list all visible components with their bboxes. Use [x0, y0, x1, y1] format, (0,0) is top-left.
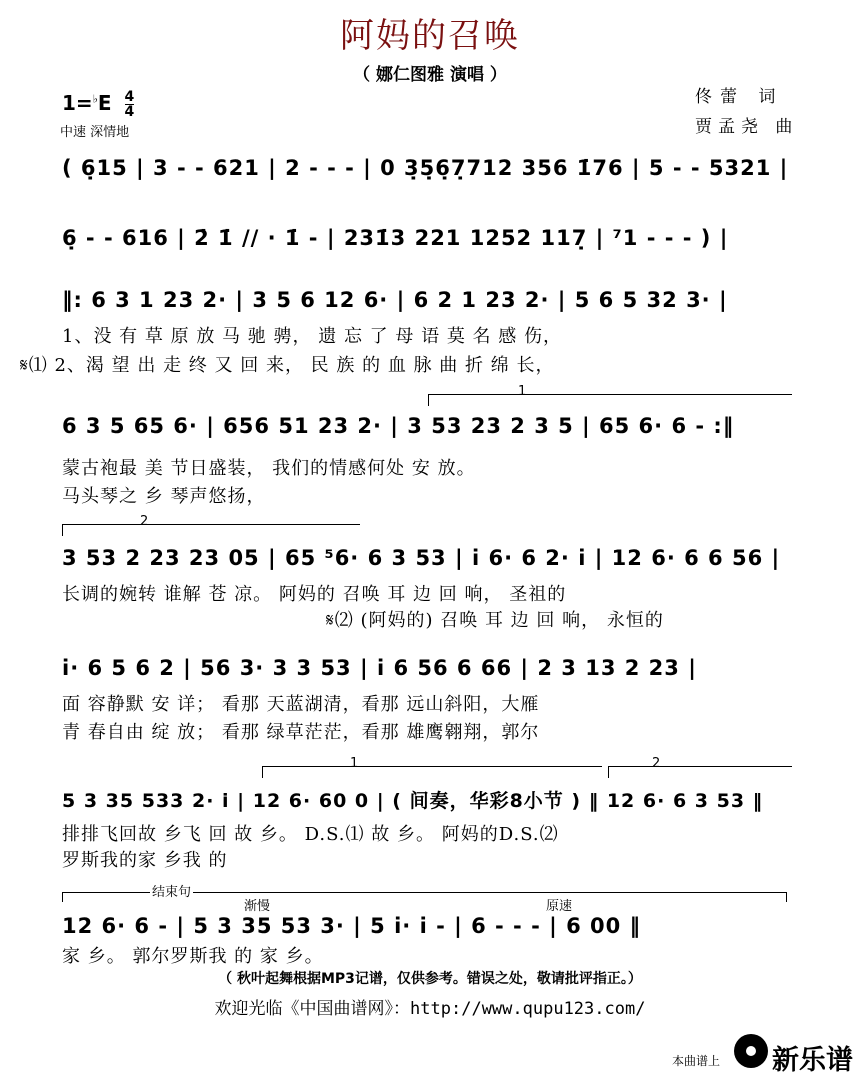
tempo-marking: 中速 深情地	[60, 125, 130, 140]
brand-caption: 本曲谱上	[672, 1054, 721, 1068]
time-bottom: 4	[124, 104, 135, 120]
volta-1b-tick	[262, 766, 263, 778]
volta-2-label: 2	[140, 514, 149, 529]
staff-line-5: 3 53 2 23 23 05 | 65 ⁵6· 6 3 53 | i 6· 6 2· i | 12 6· 6 6 56 |	[62, 546, 781, 570]
lyrics-3-verse-1: 1、没 有 草 原 放 马 驰 骋， 遗 忘 了 母 语 莫 名 感 伤，	[62, 326, 562, 347]
lyrics-7-verse-1: 排排飞回故 乡飞 回 故 乡。 D.S.⑴ 故 乡。 阿妈的D.S.⑵	[62, 824, 559, 845]
volta-2-tick	[62, 524, 63, 536]
lyrics-4-verse-1: 蒙古袍最 美 节日盛装， 我们的情感何处 安 放。	[62, 458, 476, 479]
ending-tick-right	[786, 892, 787, 902]
composer-credit: 贾孟尧 曲	[695, 117, 799, 137]
volta-1b-label: 1	[350, 756, 359, 771]
staff-line-4: 6 3 5 65 6· | 656 51 23 2· | 3 53 23 2 3 5 | 65 6· 6 - :‖	[62, 414, 735, 438]
lyrics-5-verse-2: 𝄋⑵ (阿妈的) 召唤 耳 边 回 响， 永恒的	[326, 610, 664, 631]
lyrics-7-verse-2: 罗斯我的家 乡我 的	[62, 850, 228, 871]
key-note: E	[97, 91, 112, 115]
song-title: 阿妈的召唤	[340, 16, 520, 56]
brand-name: 新乐谱	[772, 1045, 853, 1076]
singer-credit: （ 娜仁图雅 演唱 ）	[353, 65, 507, 85]
ending-label: 结束句	[150, 881, 193, 900]
key-signature	[62, 90, 134, 119]
lyrics-5-verse-1: 长调的婉转 谁解 苍 凉。 阿妈的 召唤 耳 边 回 响， 圣祖的	[62, 584, 567, 605]
volta-1b-bracket	[262, 766, 602, 767]
staff-line-3: ‖: 6 3 1 23 2· | 3 5 6 12 6· | 6 2 1 23 2· | 5 6 5 32 3· |	[62, 288, 728, 312]
volta-2b-tick	[608, 766, 609, 778]
ending-tick-left	[62, 892, 63, 902]
lyrics-6-verse-2: 青 春自由 绽 放； 看那 绿草茫茫，看那 雄鹰翱翔，郭尔	[62, 722, 540, 743]
record-logo-icon	[734, 1034, 768, 1068]
lyrics-4-verse-2: 马头琴之 乡 琴声悠扬，	[62, 486, 266, 507]
volta-1-label: 1	[518, 384, 527, 399]
volta-2b-label: 2	[652, 756, 661, 771]
staff-line-7: 5 3 35 533 2· i | 12 6· 60 0 | ( 间奏，华彩8小节 ) ‖ 12 6· 6 3 53 ‖	[62, 790, 764, 812]
lyricist-credit: 佟蕾 词	[695, 87, 784, 107]
welcome-line: 欢迎光临《中国曲谱网》：http://www.qupu123.com/	[214, 999, 646, 1019]
transcription-note: （ 秋叶起舞根据MP3记谱，仅供参考。错误之处，敬请批评指正。）	[218, 971, 642, 987]
time-signature	[125, 90, 135, 119]
staff-line-6: i· 6 5 6 2 | 56 3· 3 3 53 | i 6 56 6 66 | 2 3 13 2 23 |	[62, 656, 697, 680]
key-label: 1=	[62, 91, 93, 115]
lyrics-8: 家 乡。 郭尔罗斯我 的 家 乡。	[62, 946, 324, 967]
volta-2b-bracket	[608, 766, 792, 767]
staff-line-2: 6̣ - - 616 | 2̇ 1̇ // · 1̇ - | 231̇3 221 1252 117̣ | ⁷1 - - - ) |	[62, 226, 729, 250]
flat-symbol: ♭	[92, 92, 98, 106]
ritardando-label: 渐慢	[244, 899, 271, 914]
volta-2-bracket	[62, 524, 360, 525]
staff-line-1: ( 6̣15 | 3 - - 621 | 2 - - - | 0 3̣5̣6̣7̣712 356 1̇76 | 5 - - 5321 |	[62, 156, 789, 180]
volta-1-bracket	[428, 394, 792, 395]
volta-1-tick	[428, 394, 429, 406]
lyrics-6-verse-1: 面 容静默 安 详； 看那 天蓝湖清，看那 远山斜阳，大雁	[62, 694, 540, 715]
lyrics-3-verse-2: 𝄋⑴ 2、渴 望 出 走 终 又 回 来， 民 族 的 血 脉 曲 折 绵 长，	[20, 355, 555, 376]
a-tempo-label: 原速	[546, 899, 573, 914]
time-top: 4	[124, 89, 135, 105]
staff-line-8: 12 6· 6 - | 5 3 35 53 3· | 5 i· i - | 6 - - - | 6 00 ‖	[62, 914, 642, 938]
